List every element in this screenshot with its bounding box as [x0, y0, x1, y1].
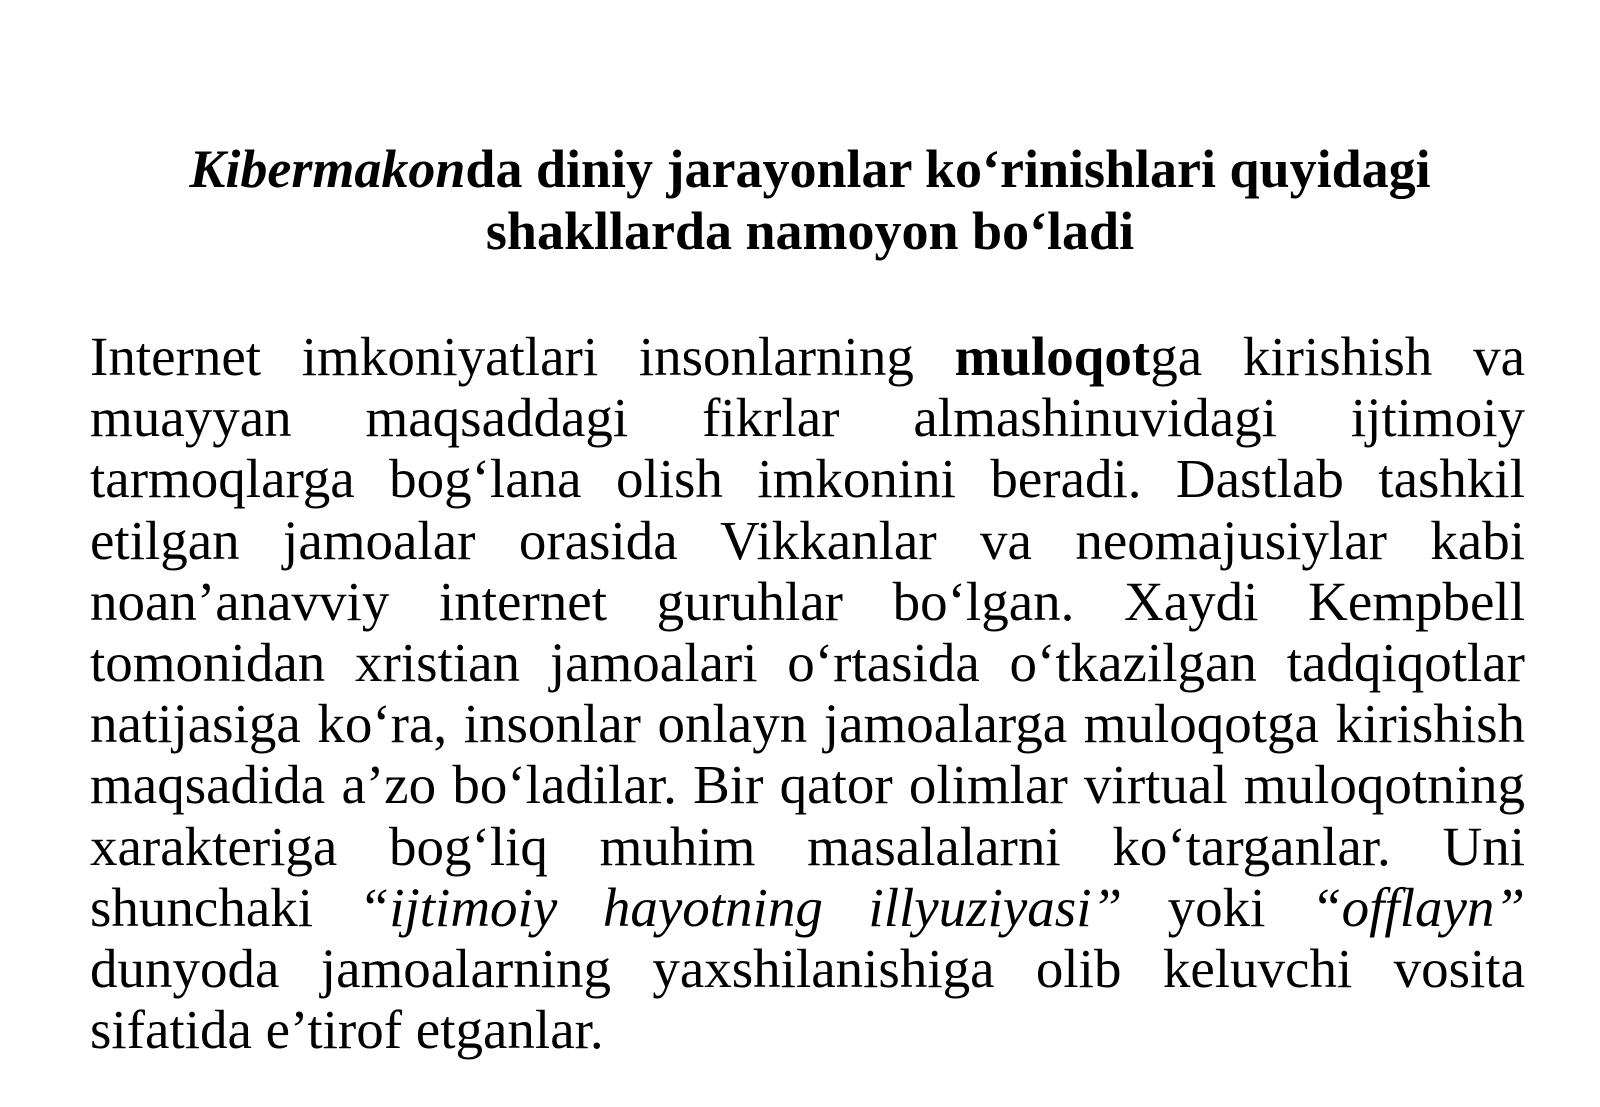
paragraph-bold-word: muloqot	[954, 326, 1151, 387]
paragraph-segment-4: dunyoda jamoalarning yaxshilanishiga olib keluvchi vosita sifatida e’tirof etganlar.	[90, 938, 1525, 1061]
title-line-1-rest: da diniy jarayonlar ko‘rinishlari quyidagi	[465, 139, 1431, 199]
title-italic-term: Kibermakon	[189, 139, 466, 199]
title-line-2: shakllarda namoyon bo‘ladi	[485, 201, 1135, 261]
paragraph-segment-1: Internet imkoniyatlari insonlarning	[90, 326, 955, 387]
paragraph-italic-quote-1: “ijtimoiy hayotning illyuziyasi”	[358, 876, 1123, 938]
paragraph-segment-3: yoki	[1122, 876, 1312, 938]
body-paragraph	[90, 326, 1525, 1060]
paragraph-italic-quote-2: “offlayn”	[1311, 876, 1525, 938]
slide-title	[90, 138, 1530, 262]
paragraph-segment-2: ga kirishish va muayyan maqsaddagi fikrlar almashinuvidagi ijtimoiy tarmoqlarga bog‘lana olish imkonini beradi. Dastlab tashkil etilgan jamoalar orasida Vikkanlar va neomajusiylar kabi noan’anavviy internet guruhlar bo‘lgan. Xaydi Kempbell tomonidan xristian jamoalari o‘rtasida o‘tkazilgan tadqiqotlar natijasiga ko‘ra, insonlar onlayn jamoalarga muloqotga kirishish maqsadida a’zo bo‘ladilar. Bir qator olimlar virtual muloqotning xarakteriga bog‘liq muhim masalalarni ko‘targanlar. Uni shunchaki	[90, 326, 1525, 938]
